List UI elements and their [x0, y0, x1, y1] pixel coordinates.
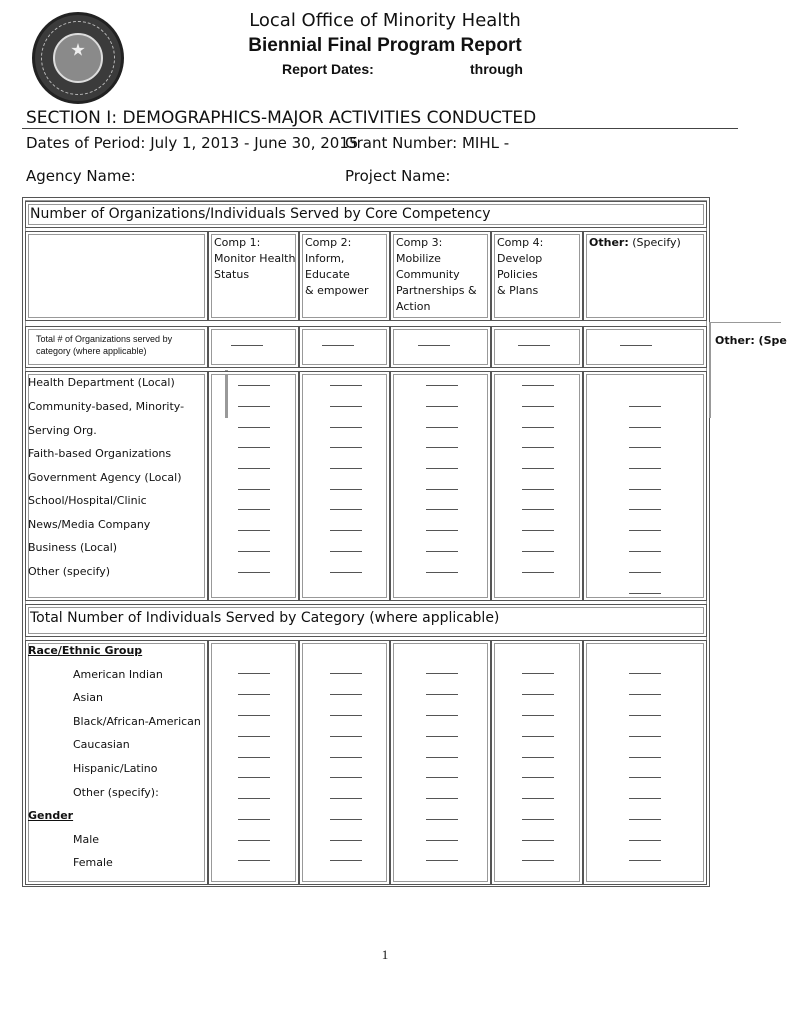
fill-in-blank[interactable]: [238, 673, 270, 674]
fill-in-blank[interactable]: [238, 694, 270, 695]
fill-in-blank[interactable]: [238, 468, 270, 469]
fill-in-blank[interactable]: [238, 489, 270, 490]
fill-in-blank[interactable]: [426, 757, 458, 758]
through-label: through: [470, 61, 523, 77]
org-row-label: School/Hospital/Clinic: [28, 494, 147, 507]
org-row-label: Government Agency (Local): [28, 471, 182, 484]
comp-2-header: Comp 2: Inform, Educate & empower: [299, 231, 390, 321]
fill-in-blank[interactable]: [238, 572, 270, 573]
fill-in-blank[interactable]: [629, 427, 661, 428]
fill-in-blank[interactable]: [522, 715, 554, 716]
fill-in-blank[interactable]: [238, 819, 270, 820]
fill-in-blank[interactable]: [426, 860, 458, 861]
comp-4-header: Comp 4: Develop Policies & Plans: [491, 231, 583, 321]
fill-in-blank[interactable]: [238, 551, 270, 552]
comp-3-header: Comp 3: Mobilize Community Partnerships & Action: [390, 231, 491, 321]
fill-in-blank[interactable]: [238, 715, 270, 716]
fill-in-blank[interactable]: [330, 840, 362, 841]
fill-in-blank[interactable]: [330, 509, 362, 510]
individuals-heading: Total Number of Individuals Served by Category (where applicable): [25, 604, 707, 637]
fill-in-blank[interactable]: [330, 715, 362, 716]
fill-in-blank[interactable]: [522, 489, 554, 490]
grant-number-label: Grant Number: MIHL -: [345, 134, 510, 152]
fill-in-blank[interactable]: [522, 798, 554, 799]
fill-in-blank[interactable]: [522, 757, 554, 758]
fill-in-blank[interactable]: [629, 757, 661, 758]
fill-in-blank[interactable]: [238, 840, 270, 841]
fill-in-blank[interactable]: [330, 551, 362, 552]
fill-in-blank[interactable]: [426, 509, 458, 510]
office-title: Local Office of Minority Health: [249, 10, 521, 31]
fill-in-blank[interactable]: [522, 447, 554, 448]
fill-in-blank[interactable]: [629, 798, 661, 799]
fill-in-blank[interactable]: [426, 673, 458, 674]
ind-comp-1-col: [208, 640, 299, 885]
fill-in-blank[interactable]: [522, 572, 554, 573]
report-dates-label: Report Dates:: [282, 61, 374, 77]
fill-in-blank[interactable]: [629, 736, 661, 737]
fill-in-blank[interactable]: [426, 385, 458, 386]
fill-in-blank[interactable]: [629, 530, 661, 531]
fill-in-blank[interactable]: [522, 406, 554, 407]
race-row-label: Black/African-American: [73, 715, 201, 728]
total-other-cell[interactable]: [583, 326, 707, 368]
fill-in-blank[interactable]: [238, 860, 270, 861]
fill-in-blank[interactable]: [426, 406, 458, 407]
fill-in-blank[interactable]: [330, 406, 362, 407]
fill-in-blank[interactable]: [238, 385, 270, 386]
fill-in-blank[interactable]: [426, 530, 458, 531]
fill-in-blank[interactable]: [330, 572, 362, 573]
fill-in-blank[interactable]: [426, 447, 458, 448]
fill-in-blank[interactable]: [238, 509, 270, 510]
race-row-label: American Indian: [73, 668, 163, 681]
fill-in-blank[interactable]: [522, 427, 554, 428]
project-name-label: Project Name:: [345, 167, 451, 185]
fill-in-blank[interactable]: [629, 509, 661, 510]
total-orgs-label: Total # of Organizations served by category (where applicable): [25, 326, 208, 368]
page-number: 1: [381, 947, 389, 962]
org-row-label: Health Department (Local): [28, 376, 175, 389]
fill-in-blank[interactable]: [629, 489, 661, 490]
fill-in-blank[interactable]: [629, 572, 661, 573]
fill-in-blank[interactable]: [330, 860, 362, 861]
fill-in-blank[interactable]: [426, 427, 458, 428]
fill-in-blank[interactable]: [426, 468, 458, 469]
ind-comp-2-col: [299, 640, 390, 885]
org-row-label: Faith-based Organizations: [28, 447, 172, 460]
fill-in-blank[interactable]: [238, 798, 270, 799]
org-row-label: News/Media Company: [28, 518, 151, 531]
fill-in-blank[interactable]: [238, 447, 270, 448]
fill-in-blank[interactable]: [629, 593, 661, 594]
fill-in-blank[interactable]: [522, 509, 554, 510]
fill-in-blank[interactable]: [330, 385, 362, 386]
org-row-label: Business (Local): [28, 541, 118, 554]
ind-comp-3-col: [390, 640, 491, 885]
ind-comp-4-col: [491, 640, 583, 885]
fill-in-blank[interactable]: [629, 715, 661, 716]
total-comp-2-cell[interactable]: [299, 326, 390, 368]
fill-in-blank[interactable]: [330, 468, 362, 469]
fill-in-blank[interactable]: [426, 489, 458, 490]
report-title: Biennial Final Program Report: [248, 35, 522, 56]
gender-row-label: Male: [73, 833, 100, 846]
fill-in-blank[interactable]: [330, 447, 362, 448]
section-rule: [22, 128, 738, 129]
fill-in-blank[interactable]: [629, 819, 661, 820]
race-row-label: Other (specify):: [73, 786, 159, 799]
fill-in-blank[interactable]: [330, 819, 362, 820]
fill-in-blank[interactable]: [426, 798, 458, 799]
fill-in-blank[interactable]: [330, 427, 362, 428]
fill-in-blank[interactable]: [238, 736, 270, 737]
fill-in-blank[interactable]: [522, 673, 554, 674]
fill-in-blank[interactable]: [629, 777, 661, 778]
fill-in-blank[interactable]: [330, 798, 362, 799]
ind-other-col: [583, 640, 707, 885]
orgs-heading: Number of Organizations/Individuals Served by Core Competency: [25, 201, 707, 228]
fill-in-blank[interactable]: [330, 777, 362, 778]
other-overflow-label: Other: (Spe: [715, 334, 787, 347]
gender-heading: Gender: [28, 809, 74, 822]
org-row-label: Community-based, Minority-: [28, 400, 185, 413]
fill-in-blank[interactable]: [238, 427, 270, 428]
fill-in-blank[interactable]: [629, 406, 661, 407]
fill-in-blank[interactable]: [522, 385, 554, 386]
fill-in-blank[interactable]: [629, 860, 661, 861]
fill-in-blank[interactable]: [330, 757, 362, 758]
fill-in-blank[interactable]: [629, 447, 661, 448]
fill-in-blank[interactable]: [426, 572, 458, 573]
fill-in-blank[interactable]: [426, 551, 458, 552]
fill-in-blank[interactable]: [238, 406, 270, 407]
comp-header-empty: [25, 231, 208, 321]
fill-in-blank[interactable]: [522, 694, 554, 695]
fill-in-blank[interactable]: [426, 840, 458, 841]
agency-name-label: Agency Name:: [26, 167, 136, 185]
fill-in-blank[interactable]: [330, 736, 362, 737]
race-row-label: Caucasian: [73, 738, 130, 751]
fill-in-blank[interactable]: [629, 840, 661, 841]
fill-in-blank[interactable]: [238, 777, 270, 778]
race-ethnic-heading: Race/Ethnic Group: [28, 644, 143, 657]
fill-in-blank[interactable]: [426, 777, 458, 778]
fill-in-blank[interactable]: [426, 694, 458, 695]
fill-in-blank[interactable]: [522, 777, 554, 778]
org-row-label: Serving Org.: [28, 424, 97, 437]
fill-in-blank[interactable]: [629, 551, 661, 552]
fill-in-blank[interactable]: [522, 530, 554, 531]
fill-in-blank[interactable]: [330, 694, 362, 695]
org-row-label: Other (specify): [28, 565, 111, 578]
fill-in-blank[interactable]: [330, 489, 362, 490]
other-header: Other: (Specify): [583, 231, 707, 321]
section-title: SECTION I: DEMOGRAPHICS-MAJOR ACTIVITIES CONDUCTED: [26, 108, 537, 128]
total-comp-4-cell[interactable]: [491, 326, 583, 368]
fill-in-blank[interactable]: [522, 551, 554, 552]
gender-row-label: Female: [73, 856, 113, 869]
fill-in-blank[interactable]: [238, 757, 270, 758]
fill-in-blank[interactable]: [629, 673, 661, 674]
fill-in-blank[interactable]: [522, 840, 554, 841]
fill-in-blank[interactable]: [238, 530, 270, 531]
total-comp-1-cell[interactable]: [208, 326, 299, 368]
total-comp-3-cell[interactable]: [390, 326, 491, 368]
fill-in-blank[interactable]: [426, 819, 458, 820]
comp-1-header: Comp 1: Monitor Health Status: [208, 231, 299, 321]
fill-in-blank[interactable]: [629, 468, 661, 469]
race-row-label: Asian: [73, 691, 104, 704]
fill-in-blank[interactable]: [426, 736, 458, 737]
fill-in-blank[interactable]: [522, 860, 554, 861]
race-row-label: Hispanic/Latino: [73, 762, 158, 775]
fill-in-blank[interactable]: [522, 468, 554, 469]
fill-in-blank[interactable]: [330, 530, 362, 531]
fill-in-blank[interactable]: [522, 819, 554, 820]
fill-in-blank[interactable]: [426, 715, 458, 716]
fill-in-blank[interactable]: [629, 694, 661, 695]
dates-of-period: Dates of Period: July 1, 2013 - June 30, 2015: [26, 134, 359, 152]
fill-in-blank[interactable]: [330, 673, 362, 674]
fill-in-blank[interactable]: [522, 736, 554, 737]
